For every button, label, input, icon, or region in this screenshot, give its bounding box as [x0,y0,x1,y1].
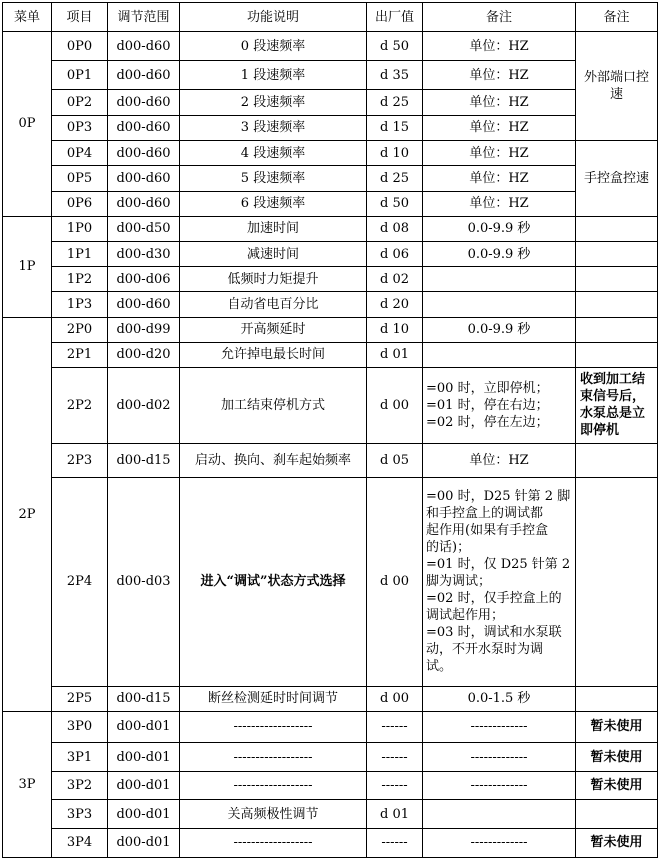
table-row [3,241,658,266]
default-value-cell: d 50 [367,32,423,61]
note-cell [423,292,576,317]
range-cell: d00-d03 [108,477,180,686]
remark-cell [576,800,658,828]
item-cell: 2P2 [52,367,108,443]
note-cell: 单位：HZ [423,141,576,166]
default-value-cell: ------ [367,828,423,857]
range-cell: d00-d99 [108,317,180,342]
column-header: 备注 [576,3,658,32]
default-value-cell: d 00 [367,477,423,686]
item-cell: 3P3 [52,800,108,828]
note-cell [423,367,576,443]
remark-cell [576,267,658,292]
default-value-cell: d 50 [367,191,423,216]
table-row [3,477,658,686]
column-header: 出厂值 [367,3,423,32]
item-cell: 1P1 [52,241,108,266]
table-row [3,317,658,342]
range-cell: d00-d20 [108,342,180,367]
remark-cell [576,241,658,266]
range-cell: d00-d50 [108,216,180,241]
function-cell: ------------------ [180,742,367,771]
table-row [3,342,658,367]
remark-cell [576,317,658,342]
function-cell: 加工结束停机方式 [180,367,367,443]
table-row [3,216,658,241]
table-row [3,443,658,477]
range-cell: d00-d60 [108,292,180,317]
function-cell: 6 段速频率 [180,191,367,216]
default-value-cell: d 01 [367,800,423,828]
range-cell: d00-d60 [108,115,180,140]
item-cell: 3P2 [52,772,108,800]
default-value-cell: d 35 [367,61,423,89]
function-cell: 自动省电百分比 [180,292,367,317]
parameter-table [2,2,658,858]
item-cell: 1P2 [52,267,108,292]
menu-group-cell: 1P [3,216,52,317]
function-cell: 2 段速频率 [180,89,367,115]
note-line: 调试起作用； [426,608,505,624]
table-row [3,61,658,89]
function-cell: 启动、换向、刹车起始频率 [180,443,367,477]
item-cell: 1P3 [52,292,108,317]
table-row [3,686,658,711]
note-line: 动，不开水泵时为调 [426,642,544,658]
item-cell: 2P1 [52,342,108,367]
item-cell: 1P0 [52,216,108,241]
function-cell: 允许掉电最长时间 [180,342,367,367]
column-header: 菜单 [3,3,52,32]
table-row [3,772,658,800]
item-cell: 0P1 [52,61,108,89]
item-cell: 0P5 [52,166,108,191]
function-cell: 0 段速频率 [180,32,367,61]
default-value-cell: d 01 [367,342,423,367]
range-cell: d00-d06 [108,267,180,292]
range-cell: d00-d60 [108,61,180,89]
note-line: 和手控盒上的调试都 [426,506,544,522]
table-row [3,89,658,115]
column-header: 功能说明 [180,3,367,32]
item-cell: 2P4 [52,477,108,686]
remark-cell [576,216,658,241]
function-cell: 1 段速频率 [180,61,367,89]
menu-group-cell: 2P [3,317,52,711]
note-line: =00 时，D25 针第 2 脚 [426,489,571,505]
column-header: 备注 [423,3,576,32]
range-cell: d00-d01 [108,828,180,857]
table-row [3,115,658,140]
function-cell: 减速时间 [180,241,367,266]
default-value-cell: ------ [367,772,423,800]
function-cell: 进入“调试”状态方式选择 [180,477,367,686]
note-line: 脚为调试； [426,574,492,590]
range-cell: d00-d01 [108,742,180,771]
range-cell: d00-d60 [108,141,180,166]
default-value-cell: ------ [367,742,423,771]
range-cell: d00-d15 [108,443,180,477]
note-cell: 单位：HZ [423,115,576,140]
note-cell [423,267,576,292]
remark-cell: 暂未使用 [576,711,658,742]
header-row [3,3,658,32]
table-row [3,711,658,742]
table-row [3,828,658,857]
remark-external-port: 外部端口控速 [576,32,658,141]
function-cell: ------------------ [180,772,367,800]
range-cell: d00-d60 [108,191,180,216]
remark-handbox: 手控盒控速 [576,141,658,217]
range-cell: d00-d01 [108,800,180,828]
table-row [3,32,658,61]
default-value-cell: d 25 [367,166,423,191]
table-row [3,292,658,317]
item-cell: 0P4 [52,141,108,166]
item-cell: 0P0 [52,32,108,61]
item-cell: 2P0 [52,317,108,342]
function-cell: 加速时间 [180,216,367,241]
range-cell: d00-d30 [108,241,180,266]
default-value-cell: d 08 [367,216,423,241]
default-value-cell: d 02 [367,267,423,292]
item-cell: 0P2 [52,89,108,115]
default-value-cell: d 10 [367,141,423,166]
note-cell: 0.0-9.9 秒 [423,317,576,342]
item-cell: 3P1 [52,742,108,771]
range-cell: d00-d60 [108,32,180,61]
function-cell: 低频时力矩提升 [180,267,367,292]
default-value-cell: d 10 [367,317,423,342]
item-cell: 2P3 [52,443,108,477]
default-value-cell: d 06 [367,241,423,266]
note-line: =02 时，停在左边； [426,414,549,430]
note-cell: 0.0-9.9 秒 [423,241,576,266]
table-row [3,191,658,216]
default-value-cell: ------ [367,711,423,742]
menu-group-cell: 0P [3,32,52,216]
function-cell: 5 段速频率 [180,166,367,191]
column-header: 调节范围 [108,3,180,32]
note-cell: 单位：HZ [423,61,576,89]
note-line: =03 时，调试和水泵联 [426,625,562,641]
note-cell: 单位：HZ [423,443,576,477]
note-cell: 单位：HZ [423,191,576,216]
range-cell: d00-d15 [108,686,180,711]
function-cell: 开高频延时 [180,317,367,342]
note-cell: ------------- [423,828,576,857]
table-row [3,166,658,191]
function-cell: ------------------ [180,711,367,742]
default-value-cell: d 15 [367,115,423,140]
note-line: =02 时，仅手控盒上的 [426,591,562,607]
note-cell: ------------- [423,742,576,771]
item-cell: 3P4 [52,828,108,857]
default-value-cell: d 00 [367,686,423,711]
item-cell: 0P3 [52,115,108,140]
note-cell: ------------- [423,772,576,800]
table-row [3,367,658,443]
range-cell: d00-d01 [108,711,180,742]
remark-cell [576,292,658,317]
function-cell: ------------------ [180,828,367,857]
note-cell [423,800,576,828]
note-line: 起作用(如果有手控盒 [426,523,549,539]
remark-cell [576,686,658,711]
note-cell: 0.0-1.5 秒 [423,686,576,711]
remark-cell: 暂未使用 [576,828,658,857]
range-cell: d00-d01 [108,772,180,800]
remark-cell [576,443,658,477]
item-cell: 2P5 [52,686,108,711]
remark-cell [576,477,658,686]
function-cell: 断丝检测延时时间调节 [180,686,367,711]
range-cell: d00-d02 [108,367,180,443]
menu-group-cell: 3P [3,711,52,857]
table-row [3,141,658,166]
remark-cell: 暂未使用 [576,742,658,771]
note-line: =01 时，仅 D25 针第 2 [426,557,571,573]
note-line: 的话)； [426,540,471,556]
default-value-cell: d 00 [367,367,423,443]
function-cell: 关高频极性调节 [180,800,367,828]
item-cell: 0P6 [52,191,108,216]
note-line: =01 时，停在右边； [426,397,549,413]
table-row [3,267,658,292]
note-cell: 单位：HZ [423,32,576,61]
remark-cell: 暂未使用 [576,772,658,800]
note-cell: 单位：HZ [423,89,576,115]
note-cell: 0.0-9.9 秒 [423,216,576,241]
item-cell: 3P0 [52,711,108,742]
default-value-cell: d 20 [367,292,423,317]
remark-cell [576,342,658,367]
note-line: =00 时，立即停机； [426,380,549,396]
note-cell: 单位：HZ [423,166,576,191]
default-value-cell: d 05 [367,443,423,477]
note-cell [423,342,576,367]
note-line: 试。 [426,659,453,675]
remark-stop-after: 收到加工结束信号后，水泵总是立即停机 [576,367,658,443]
note-cell [423,477,576,686]
note-cell: ------------- [423,711,576,742]
column-header: 项目 [52,3,108,32]
range-cell: d00-d60 [108,89,180,115]
default-value-cell: d 25 [367,89,423,115]
table-row [3,742,658,771]
function-cell: 3 段速频率 [180,115,367,140]
table-row [3,800,658,828]
function-cell: 4 段速频率 [180,141,367,166]
range-cell: d00-d60 [108,166,180,191]
